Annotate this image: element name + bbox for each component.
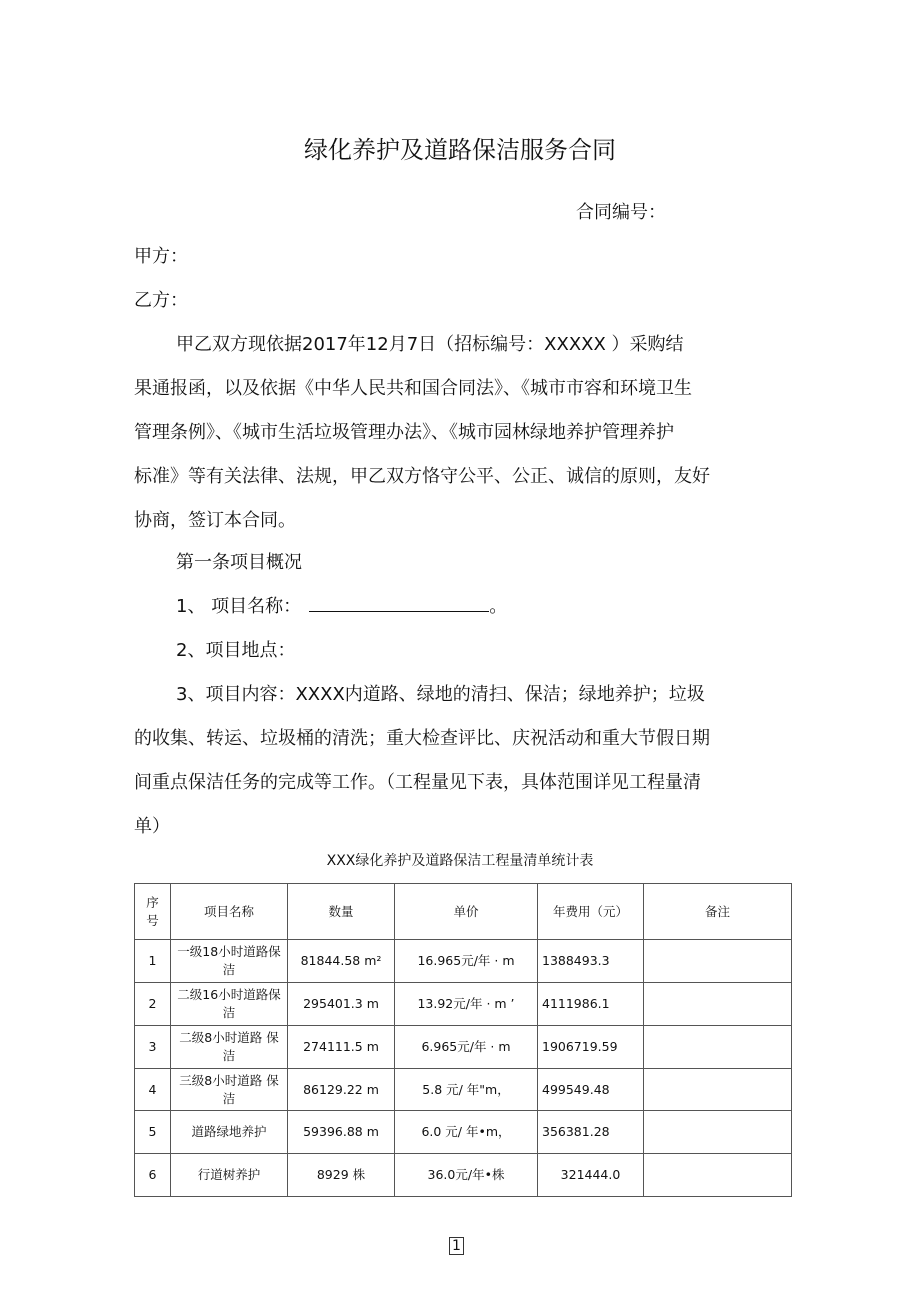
cell-name: 行道树养护 [171,1154,288,1197]
cell-quantity: 274111.5 m [288,1026,395,1069]
item3-line-1: 3、项目内容：XXXX内道路、绿地的清扫、保洁；绿地养护；垃圾 [176,684,705,705]
contract-number-label: 合同编号： [576,202,666,223]
header-unit-price: 单价 [395,884,538,940]
cell-no: 4 [135,1069,171,1111]
cell-note [644,1111,792,1154]
para1-line-5: 协商，签订本合同。 [134,510,296,531]
cell-unit-price: 5.8 元/ 年"m， [395,1069,538,1111]
cell-quantity: 59396.88 m [288,1111,395,1154]
item3-line-3: 间重点保洁任务的完成等工作。（工程量见下表，具体范围详见工程量清 [134,772,701,793]
header-name: 项目名称 [171,884,288,940]
party-a-label: 甲方： [134,246,188,267]
cell-no: 6 [135,1154,171,1197]
header-no: 序 号 [135,884,171,940]
page-number: 1 [449,1237,464,1255]
cell-name: 一级18小时道路保洁 [171,940,288,983]
table-row [135,1154,792,1197]
cell-note [644,940,792,983]
table-row [135,983,792,1026]
header-note: 备注 [644,884,792,940]
cell-no: 5 [135,1111,171,1154]
item-project-name-suffix: 。 [489,596,508,617]
table-title: XXX绿化养护及道路保洁工程量清单统计表 [326,853,594,869]
table-row [135,1111,792,1154]
cell-name: 三级8小时道路 保洁 [171,1069,288,1111]
item3-line-2: 的收集、转运、垃圾桶的清洗；重大检查评比、庆祝活动和重大节假日期 [134,728,710,749]
table-row [135,1026,792,1069]
cell-unit-price: 13.92元/年 · m ’ [395,983,538,1026]
cell-annual-cost: 356381.28 [538,1111,644,1154]
header-quantity: 数量 [288,884,395,940]
cell-annual-cost: 499549.48 [538,1069,644,1111]
cell-quantity: 81844.58 m² [288,940,395,983]
header-annual-cost: 年费用（元） [538,884,644,940]
project-name-blank [309,593,489,612]
cell-name: 二级8小时道路 保洁 [171,1026,288,1069]
cell-quantity: 86129.22 m [288,1069,395,1111]
table-row [135,1069,792,1111]
item-project-location: 2、项目地点： [176,640,296,661]
para1-line-2: 果通报函，以及依据《中华人民共和国合同法》、《城市市容和环境卫生 [134,378,692,399]
para1-line-1: 甲乙双方现依据2017年12月7日（招标编号：XXXXX ）采购结 [176,334,684,355]
para1-line-3: 管理条例》、《城市生活垃圾管理办法》、《城市园林绿地养护管理养护 [134,422,674,443]
cell-annual-cost: 4111986.1 [538,983,644,1026]
cell-no: 2 [135,983,171,1026]
cell-note [644,1069,792,1111]
cell-unit-price: 36.0元/年•株 [395,1154,538,1197]
cell-annual-cost: 321444.0 [538,1154,644,1197]
cell-note [644,1026,792,1069]
item-project-name-label: 1、 项目名称： [176,596,302,617]
cell-name: 二级16小时道路保洁 [171,983,288,1026]
article-1-heading: 第一条项目概况 [176,552,302,573]
item-project-name [176,592,507,618]
party-b-label: 乙方： [134,290,188,311]
cell-quantity: 295401.3 m [288,983,395,1026]
para1-line-4: 标准》等有关法律、法规，甲乙双方恪守公平、公正、诚信的原则，友好 [134,466,710,487]
quantity-table [134,883,792,1197]
table-header-row [135,884,792,940]
cell-unit-price: 6.0 元/ 年•m， [395,1111,538,1154]
item3-line-4: 单） [134,816,170,837]
cell-quantity: 8929 株 [288,1154,395,1197]
cell-no: 3 [135,1026,171,1069]
table-row [135,940,792,983]
cell-unit-price: 6.965元/年 · m [395,1026,538,1069]
cell-annual-cost: 1906719.59 [538,1026,644,1069]
cell-no: 1 [135,940,171,983]
cell-name: 道路绿地养护 [171,1111,288,1154]
cell-note [644,1154,792,1197]
page-title: 绿化养护及道路保洁服务合同 [304,136,616,164]
cell-note [644,983,792,1026]
cell-annual-cost: 1388493.3 [538,940,644,983]
cell-unit-price: 16.965元/年 · m [395,940,538,983]
